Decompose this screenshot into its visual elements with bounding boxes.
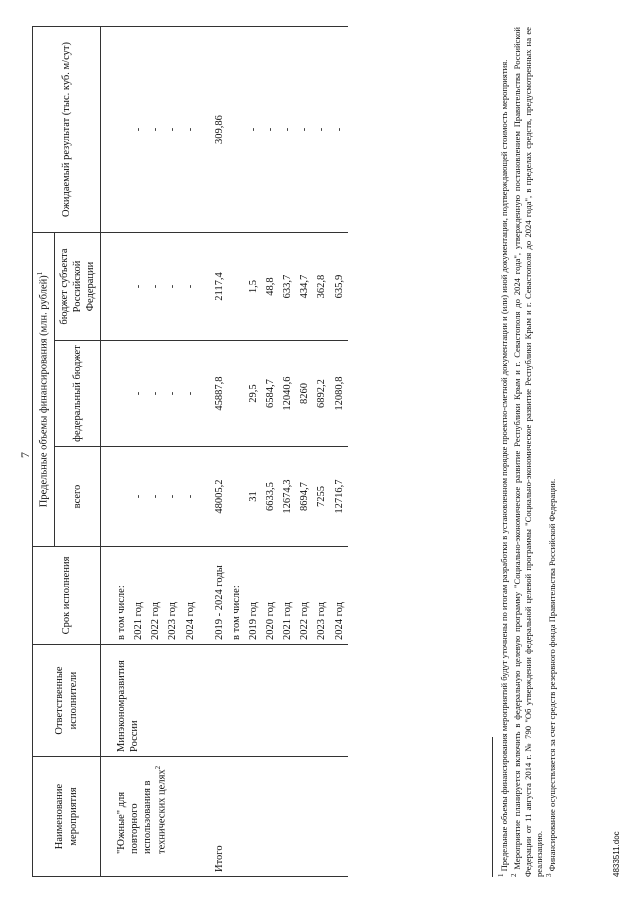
federal-cell: 29,5 bbox=[245, 341, 262, 447]
header-term: Срок исполнения bbox=[33, 547, 101, 645]
result-cell: - bbox=[182, 27, 199, 233]
funding-table bbox=[32, 26, 348, 877]
measure-block bbox=[101, 27, 199, 877]
header-responsible: Ответственные исполнители bbox=[33, 645, 101, 757]
header-total: всего bbox=[54, 447, 100, 547]
federal-cell: 45887,8 bbox=[211, 341, 228, 447]
federal-cell: - bbox=[182, 341, 199, 447]
term-cell: 2020 год bbox=[262, 547, 279, 645]
total-cell: - bbox=[182, 447, 199, 547]
total-block bbox=[199, 27, 348, 877]
result-cell bbox=[113, 27, 130, 233]
regional-cell: 1,5 bbox=[245, 233, 262, 341]
footnote-divider bbox=[492, 737, 493, 877]
term-cell: 2024 год bbox=[182, 547, 199, 645]
result-cell: - bbox=[279, 27, 296, 233]
page-number: 7 bbox=[18, 452, 32, 458]
total-cell: 7255 bbox=[313, 447, 330, 547]
result-cell: - bbox=[245, 27, 262, 233]
regional-cell: 633,7 bbox=[279, 233, 296, 341]
header-name: Наименование мероприятия bbox=[33, 757, 101, 877]
term-cell: 2019 год bbox=[245, 547, 262, 645]
document-filename: 4833511.doc bbox=[612, 831, 621, 877]
result-cell: - bbox=[296, 27, 313, 233]
table-row bbox=[211, 27, 228, 877]
header-federal: федеральный бюджет bbox=[54, 341, 100, 447]
total-cell: 12716,7 bbox=[331, 447, 348, 547]
federal-cell: 12040,6 bbox=[279, 341, 296, 447]
footnotes bbox=[492, 27, 558, 877]
total-label: Итого bbox=[211, 757, 348, 877]
regional-cell: - bbox=[130, 233, 147, 341]
term-cell: 2022 год bbox=[147, 547, 164, 645]
term-cell: в том числе: bbox=[113, 547, 130, 645]
total-cell: 48005,2 bbox=[211, 447, 228, 547]
result-cell: 309,86 bbox=[211, 27, 228, 233]
table-row bbox=[113, 27, 130, 877]
federal-cell: 12080,8 bbox=[331, 341, 348, 447]
term-cell: 2024 год bbox=[331, 547, 348, 645]
result-cell: - bbox=[164, 27, 181, 233]
federal-cell bbox=[113, 341, 130, 447]
result-cell: - bbox=[313, 27, 330, 233]
total-cell: - bbox=[130, 447, 147, 547]
total-cell: - bbox=[147, 447, 164, 547]
total-cell: - bbox=[164, 447, 181, 547]
term-cell: 2019 - 2024 годы bbox=[211, 547, 228, 645]
header-regional: бюджет субъекта Российской Федерации bbox=[54, 233, 100, 341]
regional-cell: 48,8 bbox=[262, 233, 279, 341]
total-cell: 12674,3 bbox=[279, 447, 296, 547]
term-cell: 2023 год bbox=[164, 547, 181, 645]
regional-cell bbox=[113, 233, 130, 341]
result-cell bbox=[228, 27, 245, 233]
total-responsible-empty bbox=[211, 645, 348, 757]
regional-cell: 434,7 bbox=[296, 233, 313, 341]
total-cell bbox=[228, 447, 245, 547]
federal-cell: 6584,7 bbox=[262, 341, 279, 447]
header-funding-group: Предельные объемы финансирования (млн. рублей)$^1$ bbox=[33, 233, 55, 547]
federal-cell: - bbox=[147, 341, 164, 447]
total-cell: 31 bbox=[245, 447, 262, 547]
measure-name: "Южные" для повторного использования в технических целях$^2$ bbox=[113, 757, 199, 877]
federal-cell: - bbox=[130, 341, 147, 447]
table-header-row bbox=[33, 27, 55, 877]
footnote-3: $^3$ Финансирование осуществляется за счет средств резервного фонда Правительства Российской Федерации. bbox=[545, 478, 558, 877]
total-cell: 8694,7 bbox=[296, 447, 313, 547]
footnote-2: $^2$ Мероприятие планируется включить в федеральную целевую программу "Социально-экономическое развитие Республики Крым и г. Севастополя до 2024 года", утвержденную постановлением Правительства Российской Федерации от 11 августа 2014 г. № 790 "Об утверждении федеральной целевой программы "Социально-экономическое развитие Республики Крым и г. Севастополя до 2024 года", в пределах средств, предусмотренных на ее реализацию. bbox=[510, 26, 545, 877]
federal-cell: 6892,2 bbox=[313, 341, 330, 447]
header-result: Ожидаемый результат (тыс. куб. м/сут) bbox=[33, 27, 101, 233]
term-cell: в том числе: bbox=[228, 547, 245, 645]
result-cell: - bbox=[262, 27, 279, 233]
term-cell: 2022 год bbox=[296, 547, 313, 645]
regional-cell: - bbox=[147, 233, 164, 341]
regional-cell: - bbox=[164, 233, 181, 341]
term-cell: 2021 год bbox=[279, 547, 296, 645]
total-cell bbox=[113, 447, 130, 547]
regional-cell: 635,9 bbox=[331, 233, 348, 341]
term-cell: 2023 год bbox=[313, 547, 330, 645]
result-cell: - bbox=[147, 27, 164, 233]
measure-responsible: Минэкономразвития России bbox=[113, 645, 199, 757]
regional-cell: 2117,4 bbox=[211, 233, 228, 341]
federal-cell bbox=[228, 341, 245, 447]
regional-cell: 362,8 bbox=[313, 233, 330, 341]
federal-cell: - bbox=[164, 341, 181, 447]
result-cell: - bbox=[130, 27, 147, 233]
result-cell: - bbox=[331, 27, 348, 233]
federal-cell: 8260 bbox=[296, 341, 313, 447]
regional-cell bbox=[228, 233, 245, 341]
term-cell: 2021 год bbox=[130, 547, 147, 645]
footnote-1: $^1$ Предельные объемы финансирования мероприятий будут уточнены по итогам разработки в установленном порядке проектно-сметной документации и (или) иной документации, подтверждающей стоимость мероприятия. bbox=[497, 59, 509, 877]
total-cell: 6633,5 bbox=[262, 447, 279, 547]
regional-cell: - bbox=[182, 233, 199, 341]
